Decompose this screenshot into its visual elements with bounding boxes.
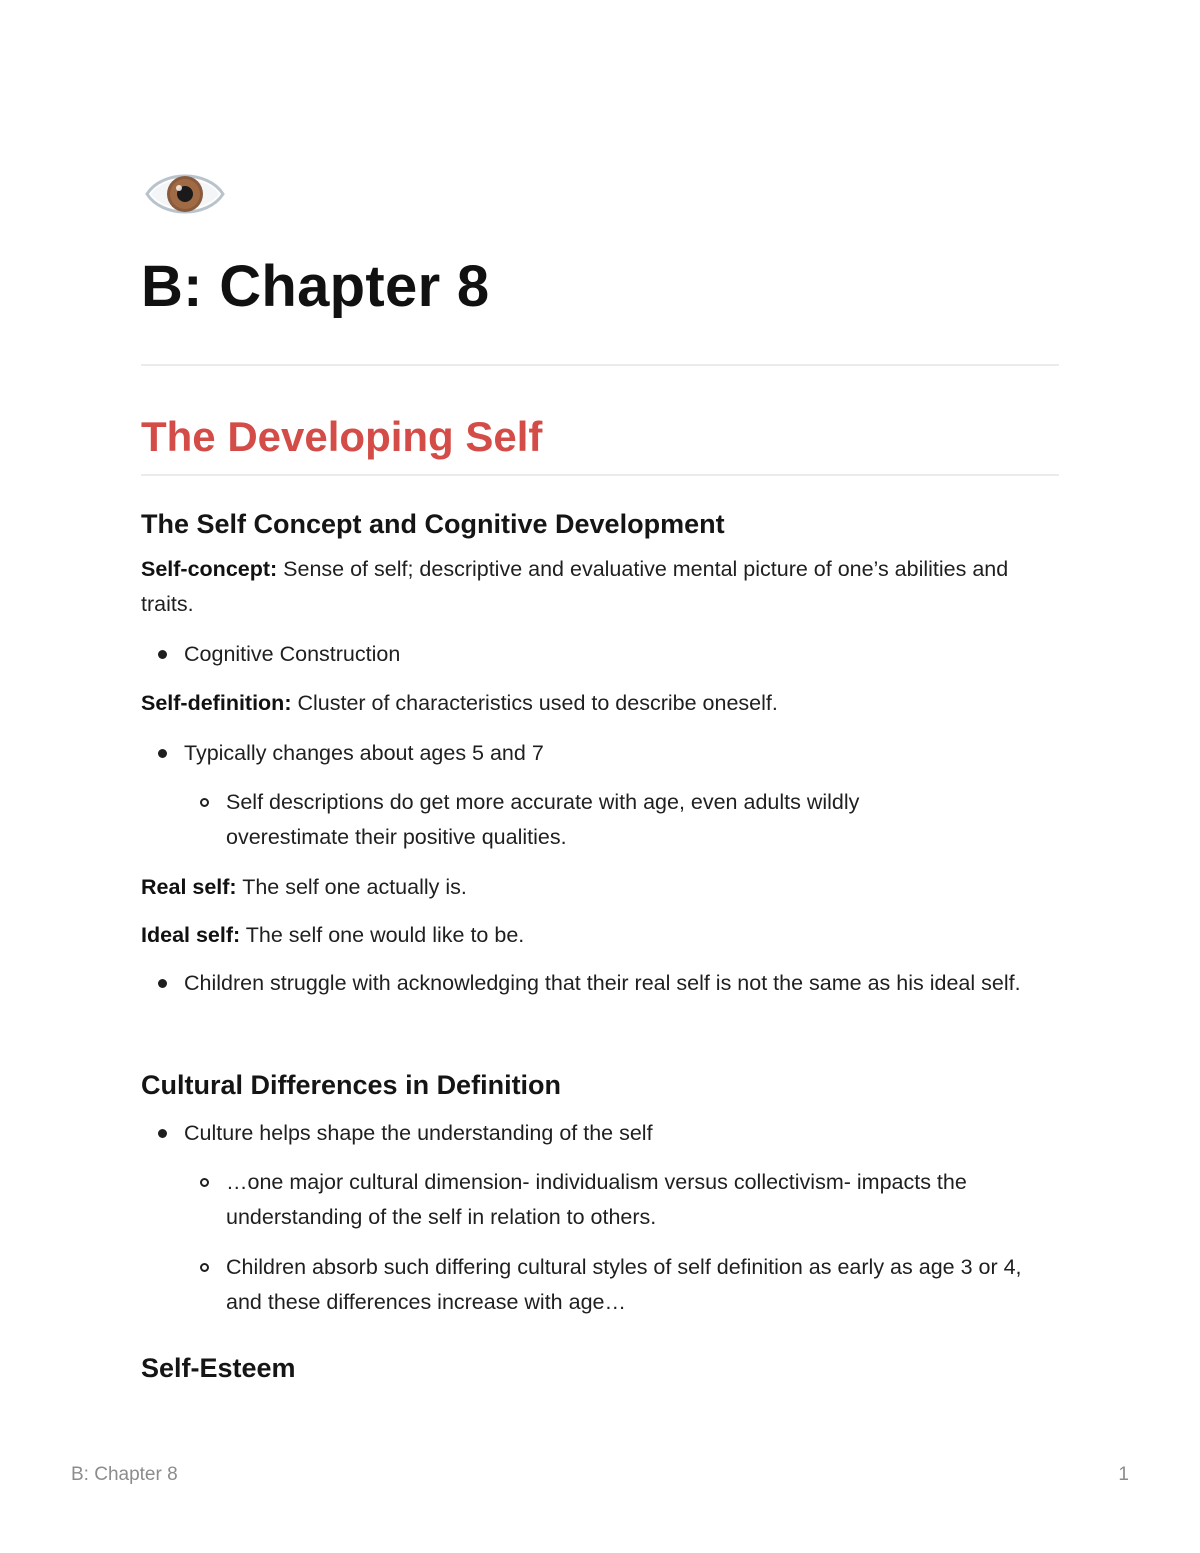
- list-item: Children struggle with acknowledging that their real self is not the same as his ideal self.: [184, 966, 1059, 1001]
- list-item: Cognitive Construction: [184, 637, 1059, 672]
- list-item: Children absorb such differing cultural styles of self definition as early as age 3 or 4, and these differences increase with age…: [226, 1250, 1059, 1320]
- term-ideal-self: Ideal self:: [141, 923, 241, 947]
- list-item: Typically changes about ages 5 and 7: [184, 736, 1059, 771]
- paragraph-self-definition: Self-definition: Cluster of characteristics used to describe oneself.: [141, 691, 778, 715]
- page-number: 1: [1118, 1464, 1129, 1485]
- subsection-heading-cultural: Cultural Differences in Definition: [141, 1070, 562, 1100]
- subsection-heading-self-esteem: Self-Esteem: [141, 1353, 296, 1383]
- eye-icon: [144, 166, 226, 222]
- paragraph-real-self: Real self: The self one actually is.: [141, 875, 467, 899]
- paragraph-ideal-self: Ideal self: The self one would like to be.: [141, 923, 525, 947]
- bullet-icon: [158, 979, 167, 988]
- paragraph-self-concept: Self-concept: Sense of self; descriptive and evaluative mental picture of one’s abilities and traits.: [141, 557, 1009, 616]
- list-item: Self descriptions do get more accurate with age, even adults wildly overestimate their positive qualities.: [226, 785, 946, 855]
- bullet-icon: [158, 1129, 167, 1138]
- divider: [141, 474, 1059, 476]
- footer-title: B: Chapter 8: [71, 1464, 178, 1485]
- list-item: Culture helps shape the understanding of the self: [184, 1116, 1059, 1151]
- hollow-bullet-icon: [200, 1178, 209, 1187]
- hollow-bullet-icon: [200, 1263, 209, 1272]
- term-self-concept: Self-concept:: [141, 557, 278, 581]
- divider: [141, 364, 1059, 366]
- term-real-self: Real self:: [141, 875, 237, 899]
- bullet-icon: [158, 650, 167, 659]
- bullet-icon: [158, 749, 167, 758]
- term-self-definition: Self-definition:: [141, 691, 292, 715]
- page-title: B: Chapter 8: [141, 254, 490, 319]
- subsection-heading-self-concept: The Self Concept and Cognitive Development: [141, 509, 725, 539]
- hollow-bullet-icon: [200, 798, 209, 807]
- section-heading: The Developing Self: [141, 413, 543, 460]
- list-item: …one major cultural dimension- individualism versus collectivism- impacts the understanding of the self in relation to others.: [226, 1165, 1059, 1235]
